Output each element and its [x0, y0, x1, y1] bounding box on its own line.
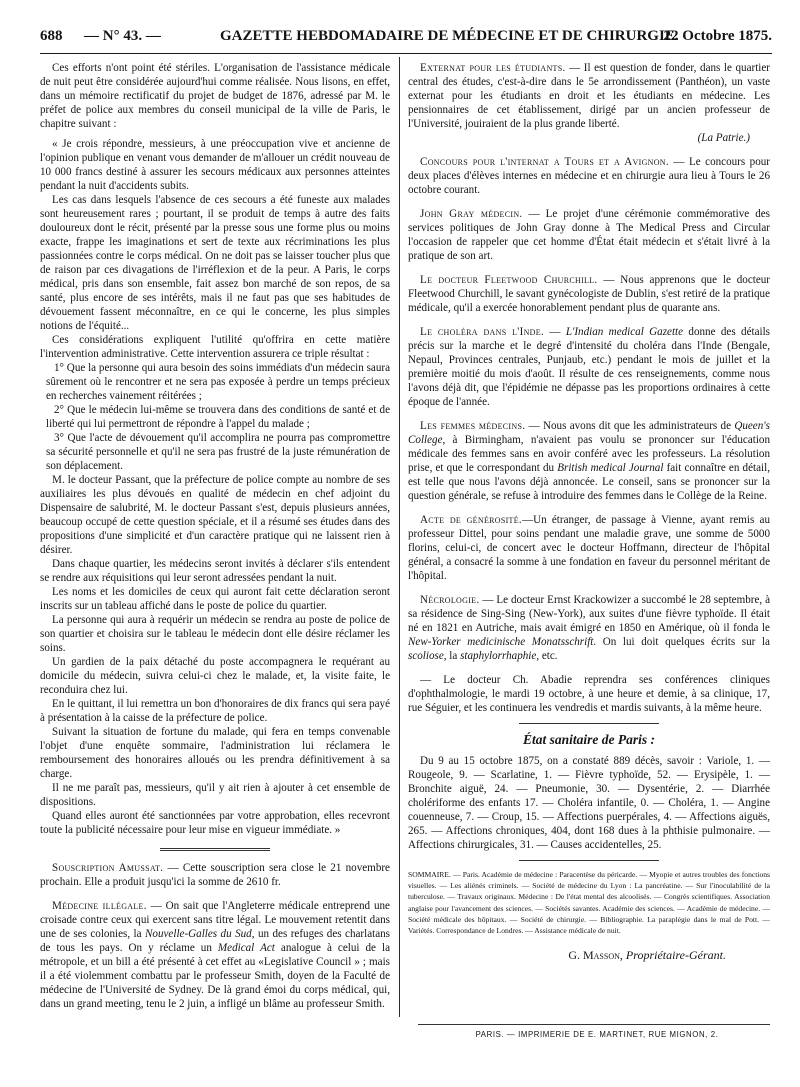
- news-item-necrologie: Nécrologie. — Le docteur Ernst Krackowizer a succombé le 28 septembre, à sa résidence de Sing-Sing (New-York), aux suites d'une fièvre typhoïde. Il était né en 1821 en Autriche, mais avait émigré en 1850 en Amérique, où il fonda le New-Yorker medicinische Monatsschrift. On lui doit quelques écrits sur la scoliose, la staphylorrhaphie, etc.: [408, 594, 770, 662]
- left-column: [40, 61, 390, 1011]
- section-separator: [519, 723, 659, 724]
- sommaire: SOMMAIRE. — Paris. Académie de médecine : Paracentèse du péricarde. — Myopie et autres troubles des fonctions visuelles. — Les aliénés criminels. — Société de médecine du Lyon : La pancréatine. — Sur l'inoculabilité de la tuberculose. — Travaux originaux. Médecine : De l'état mental des alcoolisés. — Congrès scientifiques. Association anglaise pour l'avancement des sciences. — Sociétés savantes. Académie des sciences. — Académie de médecine. — Société médicale des hôpitaux. — Société de chirurgie. — Bibliographie. La paraplégie dans le mal de Pott. — Variétés. Correspondance de Londres. — Assistance médicale de nuit.: [408, 870, 770, 936]
- page-number: 688: [40, 28, 63, 44]
- paragraph: Dans chaque quartier, les médecins seront invités à déclarer s'ils entendent se rendre aux réquisitions qui leur seront adressées pendant la nuit.: [40, 558, 390, 584]
- list-item: 2° Que le médecin lui-même se trouvera dans des conditions de santé et de liberté qui lui permettront de répondre à l'appel du malade ;: [46, 404, 390, 430]
- etat-sanitaire-title: État sanitaire de Paris :: [522, 732, 655, 747]
- right-column: [408, 61, 770, 963]
- section-separator: [160, 848, 270, 851]
- paragraph: Les cas dans lesquels l'absence de ces secours a été funeste aux malades sont heureusement rares ; pourtant, il se produit de temps à autre des faits douloureux dont le récit, présenté par la presse sous une forme plus ou moins exacte, frappe les imaginations et sert de texte aux récriminations les plus passionnées contre le corps médical. On ne doit pas se laisser toucher plus que de raison par ces divagations de l'irréflexion et de la peur. A Paris, le corps médical, pris dans son ensemble, fait assez bon marché de son repos, de sa santé, plus encore de ses intérêts, mais il ne faut pas que ses habitudes de dévouement fassent méconnaître, en ce qui le concerne, les plus simples notions de l'équité...: [40, 194, 390, 332]
- issue-date: 22 Octobre 1875.: [663, 28, 772, 44]
- news-item-cholera: Le choléra dans l'Inde. — L'Indian medical Gazette donne des détails précis sur la marche et le degré d'intensité du choléra dans l'Inde (Bengale, Nepaul, Provinces centrales, Punjaub, etc.) pendant le mois de juillet et la première moitié du mois d'août. Il résulte de ces renseignements, comme nous l'avons déjà dit, que l'épidémie ne dépasse pas les proportions ordinaires à cette époque de l'année.: [408, 326, 770, 408]
- item-heading: Le docteur Fleetwood Churchill.: [420, 274, 598, 286]
- item-heading: Nécrologie.: [420, 594, 480, 606]
- paragraph: Il ne me paraît pas, messieurs, qu'il y ait rien à ajouter à cet ensemble de dispositions.: [40, 782, 390, 808]
- signature-name: G. Masson,: [568, 948, 623, 963]
- item-heading: Concours pour l'internat a Tours et a Avignon.: [420, 156, 669, 168]
- news-item-abadie: — Le docteur Ch. Abadie reprendra ses conférences cliniques d'ophthalmologie, le mardi 19 octobre, à une heure et demie, à sa clinique, 17, rue Séguier, et les continuera les vendredis et mardis suivants, à la même heure.: [408, 674, 770, 714]
- etat-sanitaire-text: Du 9 au 15 octobre 1875, on a constaté 889 décès, savoir : Variole, 1. — Rougeole, 9. — Scarlatine, 1. — Fièvre typhoïde, 52. — Erysipèle, 1. — Bronchite aiguë, 24. — Pneumonie, 30. — Dysentérie, 2. — Diarrhée cholériforme des enfants 17. — Choléra infantile, 0. — Choléra, 1. — Angine couenneuse, 7. — Croup, 15. — Affections puerpérales, 4. — Affections aiguës, 265. — Affections chroniques, 404, dont 168 dues à la phthisie pulmonaire. — Affections chirurgicales, 31. — Causes accidentelles, 25.: [408, 755, 770, 851]
- news-item-concours: Concours pour l'internat a Tours et a Avignon. — Le concours pour deux places d'élèves internes en médecine et en chirurgie aura lieu à Tours le 26 octobre courant.: [408, 156, 770, 196]
- section-separator: [519, 860, 659, 861]
- signature: [408, 948, 770, 963]
- list-item: 1° Que la personne qui aura besoin des soins immédiats d'un médecin saura sûrement où le rencontrer et ne sera pas exposée à perdre un temps précieux en recherches vainement réitérées ;: [46, 362, 390, 402]
- paragraph: M. le docteur Passant, que la préfecture de police compte au nombre de ses auxiliaires les plus dévoués en qualité de médecin en chef adjoint du Dispensaire de salubrité, M. le docteur Passant s'est, depuis plusieurs années, beaucoup occupé de cette question spéciale, et il a résumé ses études dans des propositions d'une simplicité et d'un caractère pratique qui ne laissent rien à désirer.: [40, 474, 390, 556]
- news-item-generosite: Acte de générosité.—Un étranger, de passage à Vienne, ayant remis au professeur Dittel, pour soins pendant une maladie grave, une somme de 5000 florins, celui-ci, de concert avec le docteur Hoffmann, directeur de l'hôpital général, a consacré la somme à une fondation en faveur du personnel méritant de l'hôpital.: [408, 514, 770, 582]
- column-divider: [399, 57, 400, 1017]
- paragraph: Un gardien de la paix détaché du poste accompagnera le requérant au domicile du médecin, suivra celui-ci chez le malade, et, la visite faite, le reconduira chez lui.: [40, 656, 390, 696]
- news-item-medecine-illegale: Médecine illégale. — On sait que l'Angleterre médicale entreprend une croisade contre ceux qui exercent sans titre légal. Le mouvement retentit dans une de ses colonies, la Nouvelle-Galles du Sud, un des refuges des charlatans de tous les pays. On y réclame un Medical Act analogue à celui de la métropole, et un bill a été présenté à cet effet au «Legislative Council » ; mais il a été violemment combattu par le professeur Smith, doyen de la Faculté de médecine de l'Université de Sydney. De là grand émoi du corps médical, qui, dans un grand meeting, tenu le 2 juin, a infligé un blâme au professeur Smith.: [40, 900, 391, 1010]
- news-item-externat: Externat pour les étudiants. — Il est question de fonder, dans le quartier central des études, c'est-à-dire dans le 5e arrondissement (Panthéon), un vaste externat pour les étudiants en droit et les étudiants en médecine. Les pensionnaires de cet établissement, dirigé par un ancien professeur de l'Université, jouiraient de la plus grande liberté. (La Patrie.): [408, 62, 770, 144]
- printer-imprint: PARIS. — IMPRIMERIE DE E. MARTINET, RUE MIGNON, 2.: [475, 1030, 719, 1039]
- item-heading: Externat pour les étudiants.: [420, 62, 566, 74]
- item-heading: Acte de générosité.: [420, 514, 523, 526]
- item-heading: John Gray médecin.: [420, 208, 523, 220]
- item-heading: Médecine illégale.: [52, 900, 147, 912]
- header-rule: [40, 53, 772, 54]
- source-credit: (La Patrie.): [697, 132, 750, 144]
- paragraph: En le quittant, il lui remettra un bon d'honoraires de dix francs qui sera payé à présentation à la caisse de la préfecture de police.: [40, 698, 390, 724]
- item-heading: Le choléra dans l'Inde.: [420, 326, 544, 338]
- paragraph: Ces considérations expliquent l'utilité qu'offrira en cette matière l'intervention administrative. Cette intervention assurera ce triple résultat :: [40, 334, 390, 360]
- news-item-john-gray: John Gray médecin. — Le projet d'une cérémonie commémorative des services politiques de John Gray donne à The Medical Press and Circular l'occasion de rappeler que cet homme d'État était médecin et s'était livré à la pratique de son art.: [408, 208, 770, 262]
- page-header: [40, 28, 772, 50]
- paragraph: La personne qui aura à requérir un médecin se rendra au poste de police de son quartier et choisira sur le tableau le médecin dont elle désire réclamer les soins.: [40, 614, 390, 654]
- list-item: 3° Que l'acte de dévouement qu'il accomplira ne pourra pas compromettre sa sécurité personnelle et qu'il ne sera pas frustré de la juste rémunération de son déplacement.: [46, 432, 390, 472]
- paragraph: Quand elles auront été sanctionnées par votre approbation, elles recevront toute la publicité nécessaire pour leur mise en vigueur immédiate. »: [40, 810, 390, 836]
- paragraph: Suivant la situation de fortune du malade, qui fera en temps convenable l'objet d'une enquête sommaire, l'administration lui réclamera le remboursement des honoraires alloués ou les prendra définitivement à sa charge.: [40, 726, 390, 780]
- news-item-souscription: Souscription Amussat. — Cette souscription sera close le 21 novembre prochain. Elle a produit jusqu'ici la somme de 2610 fr.: [40, 862, 390, 888]
- paragraph: Ces efforts n'ont point été stériles. L'organisation de l'assistance médicale de nuit peut être considérée aujourd'hui comme réalisée. Nous lisons, en effet, dans un mémoire rectificatif du projet de budget de 1876, adressé par M. le préfet de police aux membres du conseil municipal de la ville de Paris, le chapitre suivant :: [40, 62, 390, 130]
- signature-role: Propriétaire-Gérant.: [622, 948, 726, 963]
- footer-rule: [418, 1024, 770, 1025]
- item-heading: Souscription Amussat.: [52, 862, 164, 874]
- journal-title: GAZETTE HEBDOMADAIRE DE MÉDECINE ET DE CHIRURGIE.: [220, 28, 679, 44]
- paragraph: Les noms et les domiciles de ceux qui auront fait cette déclaration seront inscrits sur un tableau affiché dans le poste de police du quartier.: [40, 586, 390, 612]
- paragraph: « Je crois répondre, messieurs, à une préoccupation vive et ancienne de l'opinion publique en venant vous demander de m'allouer un crédit nouveau de 10 000 francs destiné à assurer les secours médicaux aux personnes atteintes pendant la nuit d'accidents subits.: [40, 138, 390, 192]
- issue-number: — N° 43. —: [84, 28, 161, 44]
- news-item-femmes-medecins: Les femmes médecins. — Nous avons dit que les administrateurs de Queen's College, à Birmingham, n'avaient pas voulu se prononcer sur l'éducation médicale des femmes sans en avoir conféré avec les professeurs. La résolution prise, et que le correspondant du British medical Journal fait connaître en détail, est telle que nous l'avons déjà annoncée. Le conseil, sans se prononcer sur la question générale, se refuse à introduire des femmes dans le Collège de la Reine.: [408, 420, 770, 502]
- news-item-churchill: Le docteur Fleetwood Churchill. — Nous apprenons que le docteur Fleetwood Churchill, le savant gynécologiste de Dublin, s'est retiré de la pratique médicale, qu'il a exercée honorablement pendant plus de quarante ans.: [408, 274, 770, 314]
- item-heading: Les femmes médecins.: [420, 420, 526, 432]
